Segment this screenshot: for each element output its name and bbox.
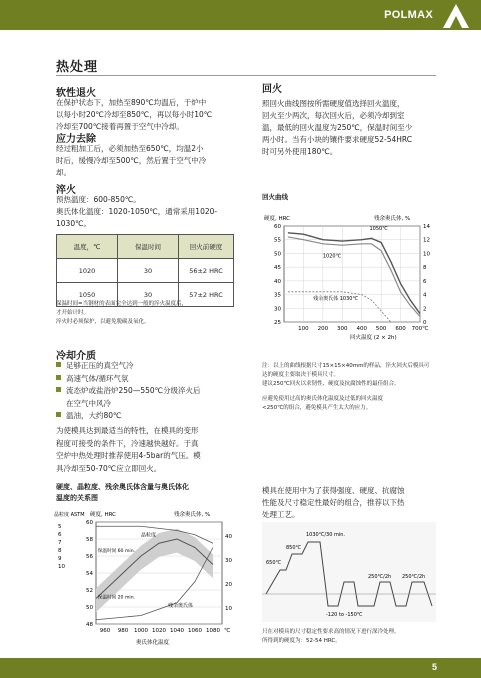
x-tick-label: 1020 bbox=[152, 628, 166, 634]
text-line: 注：以上的曲线根据尺寸15×15×40mm的样品，淬火回火后模具可 bbox=[262, 363, 430, 369]
list-item bbox=[56, 398, 201, 411]
list-item-text: 流态炉或盐浴炉250—550℃分级淬火后 bbox=[66, 386, 201, 395]
list-item bbox=[56, 360, 201, 373]
stress-relief-heading: 应力去除 bbox=[56, 134, 96, 145]
table-cell: 57±2 HRC bbox=[179, 283, 234, 307]
cooling-list bbox=[56, 360, 201, 423]
y-right-tick-label: 10 bbox=[225, 606, 232, 612]
table-cell: 1020 bbox=[57, 259, 118, 283]
y-axis-label: 硬度, HRC bbox=[90, 512, 117, 518]
chart2-title bbox=[56, 482, 189, 504]
x-unit-label: ℃ bbox=[224, 628, 231, 634]
y-tick-label: 25 bbox=[274, 320, 281, 326]
table-header: 温度，℃ bbox=[57, 235, 118, 259]
text-line: 具冷却至50-70℃应立即回火。 bbox=[56, 463, 162, 473]
stress-relief-text bbox=[56, 143, 206, 179]
page-header bbox=[0, 0, 481, 30]
y-tick-label: 45 bbox=[274, 265, 281, 272]
text-line: 空炉中热处理时推荐使用4-5bar的气压。模 bbox=[56, 451, 201, 460]
y-right-axis-label: 残余奥氏体, % bbox=[374, 216, 411, 222]
text-line: 在保护状态下，加热至890℃均温后，于炉中 bbox=[56, 98, 207, 107]
quench-heading: 淬火 bbox=[56, 185, 76, 196]
text-line: 经过粗加工后，必须加热至650℃，均温2小 bbox=[56, 144, 204, 153]
y-tick-label: 40 bbox=[274, 278, 281, 285]
chart1-note bbox=[262, 362, 429, 413]
page-footer bbox=[0, 658, 481, 678]
label-250-b: 250℃/2h bbox=[402, 574, 426, 580]
label-cryo: -120 to -150℃ bbox=[326, 612, 363, 618]
chart1-title: 回火曲线 bbox=[262, 193, 288, 201]
astm-tick-label: 8 bbox=[58, 548, 62, 554]
y-right-tick-label: 14 bbox=[423, 224, 430, 230]
y-tick-label: 58 bbox=[86, 537, 93, 543]
process-text bbox=[262, 485, 405, 521]
x-tick-label: 100 bbox=[298, 326, 309, 332]
cooling-text bbox=[56, 425, 201, 475]
y-tick-label: 48 bbox=[86, 622, 93, 628]
x-tick-label: 200 bbox=[317, 326, 329, 332]
y-right-tick-label: 12 bbox=[423, 237, 430, 244]
label-1030: 1030℃/30 min. bbox=[306, 532, 345, 538]
text-line: 温度的关系图 bbox=[56, 494, 98, 502]
text-line: 时后，缓慢冷却至500℃，然后置于空气中冷 bbox=[56, 156, 207, 165]
x-tick-label: 1040 bbox=[170, 628, 184, 634]
annotation-1050: 1050℃ bbox=[369, 226, 388, 233]
text-line: 淬火时必须保护，以避免脱碳及氧化。 bbox=[56, 319, 150, 325]
annotation-ra: 残余奥氏体 1030℃ bbox=[313, 296, 359, 303]
label-250-a: 250℃/2h bbox=[368, 574, 392, 580]
y-tick-label: 30 bbox=[274, 306, 281, 313]
table-row bbox=[57, 259, 234, 283]
x-tick-label: 300 bbox=[337, 326, 348, 332]
y-right-axis-label: 残余奥氏体, % bbox=[174, 512, 211, 518]
text-line: 建议250℃回火以求韧性、硬度及抗腐蚀性的最佳组合。 bbox=[262, 381, 400, 387]
y-tick-label: 52 bbox=[86, 588, 93, 594]
list-item-text: 足够正压的真空气冷 bbox=[66, 361, 134, 370]
table-cell: 56±2 HRC bbox=[179, 259, 234, 283]
text-line: 以每小时20℃冷却至850℃，再以每小时10℃ bbox=[56, 110, 213, 119]
bullet-square-icon bbox=[56, 412, 61, 417]
text-line: 1030℃。 bbox=[56, 219, 92, 228]
bullet-square-icon bbox=[56, 375, 61, 380]
astm-tick-label: 10 bbox=[58, 564, 65, 570]
y-tick-label: 50 bbox=[86, 605, 93, 611]
brand-name: POLMAX bbox=[384, 9, 433, 21]
text-line: 温，最低的回火温度为250℃，保温时间至少 bbox=[262, 123, 413, 132]
astm-tick-label: 7 bbox=[58, 540, 62, 546]
annotation-grain: 晶粒度 bbox=[141, 532, 157, 539]
y-right-tick-label: 20 bbox=[225, 582, 232, 588]
y-axis-label: 硬度, HRC bbox=[264, 216, 291, 222]
list-item-text: 温油，大约80℃ bbox=[66, 411, 122, 420]
page-title: 热处理 bbox=[56, 60, 99, 75]
page-number: 5 bbox=[431, 662, 437, 672]
list-item bbox=[56, 410, 201, 423]
y-tick-label: 60 bbox=[274, 224, 281, 230]
y-tick-label: 50 bbox=[274, 251, 281, 258]
table-cell: 30 bbox=[118, 259, 179, 283]
text-line: 回火至少两次，每次回火后，必须冷却到室 bbox=[262, 111, 405, 120]
tempering-chart bbox=[258, 204, 444, 350]
text-line: 性能及尺寸稳定性最好的组合，推荐以下热 bbox=[262, 498, 405, 507]
diagram-background bbox=[262, 522, 436, 622]
x-tick-label: 700℃ bbox=[411, 326, 429, 332]
annotation-20min: 保温时间 20 min. bbox=[97, 595, 136, 601]
annotation-ra: 残余奥氏体 bbox=[168, 603, 194, 609]
x-axis-label: 回火温度 (2 × 2h) bbox=[350, 335, 397, 341]
text-line: 为使模具达到最适当的特性，在模具的变形 bbox=[56, 426, 199, 435]
x-tick-label: 600 bbox=[395, 326, 406, 332]
y-right-tick-label: 30 bbox=[225, 558, 232, 564]
label-650: 650℃ bbox=[266, 560, 282, 566]
y-right-tick-label: 2 bbox=[423, 306, 427, 313]
annotation-1020: 1020℃ bbox=[322, 253, 342, 260]
text-line: 时可另外使用180℃。 bbox=[262, 147, 338, 156]
text-line: 两小时。当有小块的镶件要求硬度52-54HRC bbox=[262, 135, 413, 144]
text-line: 程度可接受的条件下，冷速越快越好。于真 bbox=[56, 438, 199, 448]
tempering-heading: 回火 bbox=[262, 84, 282, 95]
astm-tick-label: 5 bbox=[58, 524, 62, 530]
table-note bbox=[56, 300, 187, 327]
list-item bbox=[56, 385, 201, 398]
text-line: 应避免使用过高的奥氏体化温度及过低的回火温度 bbox=[262, 396, 384, 402]
y-tick-label: 56 bbox=[86, 554, 93, 560]
bullet-square-icon bbox=[56, 387, 61, 392]
text-line: 奥氏体化温度：1020-1050℃，通常采用1020- bbox=[56, 207, 218, 216]
soft-anneal-heading: 软性退火 bbox=[56, 88, 96, 99]
polmax-logo-icon bbox=[439, 2, 473, 28]
cooling-heading: 冷却介质 bbox=[56, 351, 96, 362]
astm-tick-label: 9 bbox=[58, 556, 62, 562]
y-right-tick-label: 4 bbox=[423, 292, 427, 299]
tempering-text bbox=[262, 98, 412, 158]
text-line: 硬度、晶粒度、残余奥氏体含量与奥氏体化 bbox=[56, 483, 189, 491]
y-right-tick-label: 6 bbox=[423, 278, 427, 285]
x-tick-label: 1060 bbox=[188, 628, 202, 634]
y-tick-label: 35 bbox=[274, 292, 281, 299]
x-tick-label: 500 bbox=[375, 326, 387, 332]
list-item-text: 在空气中风冷 bbox=[66, 398, 111, 408]
y-tick-label: 60 bbox=[86, 520, 93, 526]
x-tick-label: 960 bbox=[99, 628, 111, 634]
soft-anneal-text bbox=[56, 97, 212, 133]
process-note bbox=[262, 628, 400, 646]
y-tick-label: 54 bbox=[86, 571, 93, 577]
text-line: 照回火曲线图按所需硬度值选择回火温度， bbox=[262, 99, 405, 108]
text-line: 才开始计时。 bbox=[56, 310, 90, 316]
text-line: 预热温度：600-850℃。 bbox=[56, 195, 141, 204]
bullet-square-icon bbox=[56, 362, 61, 367]
table-header-row bbox=[57, 235, 234, 259]
text-line: <250℃的组合，避免模具产生太大的应力。 bbox=[262, 405, 372, 411]
text-line: 却。 bbox=[56, 168, 71, 177]
text-line: 处理工艺。 bbox=[262, 510, 300, 519]
y-right-tick-label: 40 bbox=[225, 534, 232, 540]
x-tick-label: 1080 bbox=[206, 628, 220, 634]
x-tick-label: 980 bbox=[117, 628, 129, 634]
y-tick-label: 55 bbox=[274, 237, 281, 244]
label-850: 850℃ bbox=[286, 545, 302, 551]
austenitizing-table bbox=[56, 234, 234, 307]
quench-text bbox=[56, 194, 217, 230]
table-header: 回火前硬度 bbox=[179, 235, 234, 259]
title-divider bbox=[56, 75, 436, 76]
table-cell: 1050 bbox=[57, 283, 118, 307]
text-line: 所得到的硬度为：52-54 HRC。 bbox=[262, 638, 341, 644]
x-axis-label: 奥氏体化温度 bbox=[136, 640, 170, 646]
list-item-text: 高速气体/循环气氛 bbox=[66, 373, 129, 383]
text-line: 冷却至700℃接着再置于空气中冷却。 bbox=[56, 122, 184, 131]
annotation-60min: 保温时间 60 min. bbox=[97, 548, 136, 554]
text-line: 只在对模具的尺寸稳定性要求高的情况下进行深冷处理。 bbox=[262, 629, 400, 635]
astm-axis-label: 晶粒度 ASTM bbox=[54, 512, 85, 518]
text-line: 模具在使用中为了获得强度、硬度、抗腐蚀 bbox=[262, 486, 405, 495]
y-right-tick-label: 8 bbox=[423, 265, 427, 272]
y-right-tick-label: 0 bbox=[423, 320, 427, 326]
text-line: 保温时间=当钢材的表面完全达到一般的淬火温度后， bbox=[56, 301, 188, 307]
astm-tick-label: 6 bbox=[58, 532, 62, 538]
table-header: 保温时间 bbox=[118, 235, 179, 259]
x-tick-label: 400 bbox=[356, 326, 367, 332]
austenitizing-chart bbox=[52, 506, 252, 656]
process-diagram bbox=[262, 522, 436, 622]
x-tick-label: 1000 bbox=[134, 628, 148, 634]
text-line: 达的硬度主要取决于模具尺寸。 bbox=[262, 372, 340, 378]
y-right-tick-label: 10 bbox=[423, 251, 430, 258]
table-cell: 30 bbox=[118, 283, 179, 307]
list-item bbox=[56, 373, 201, 386]
